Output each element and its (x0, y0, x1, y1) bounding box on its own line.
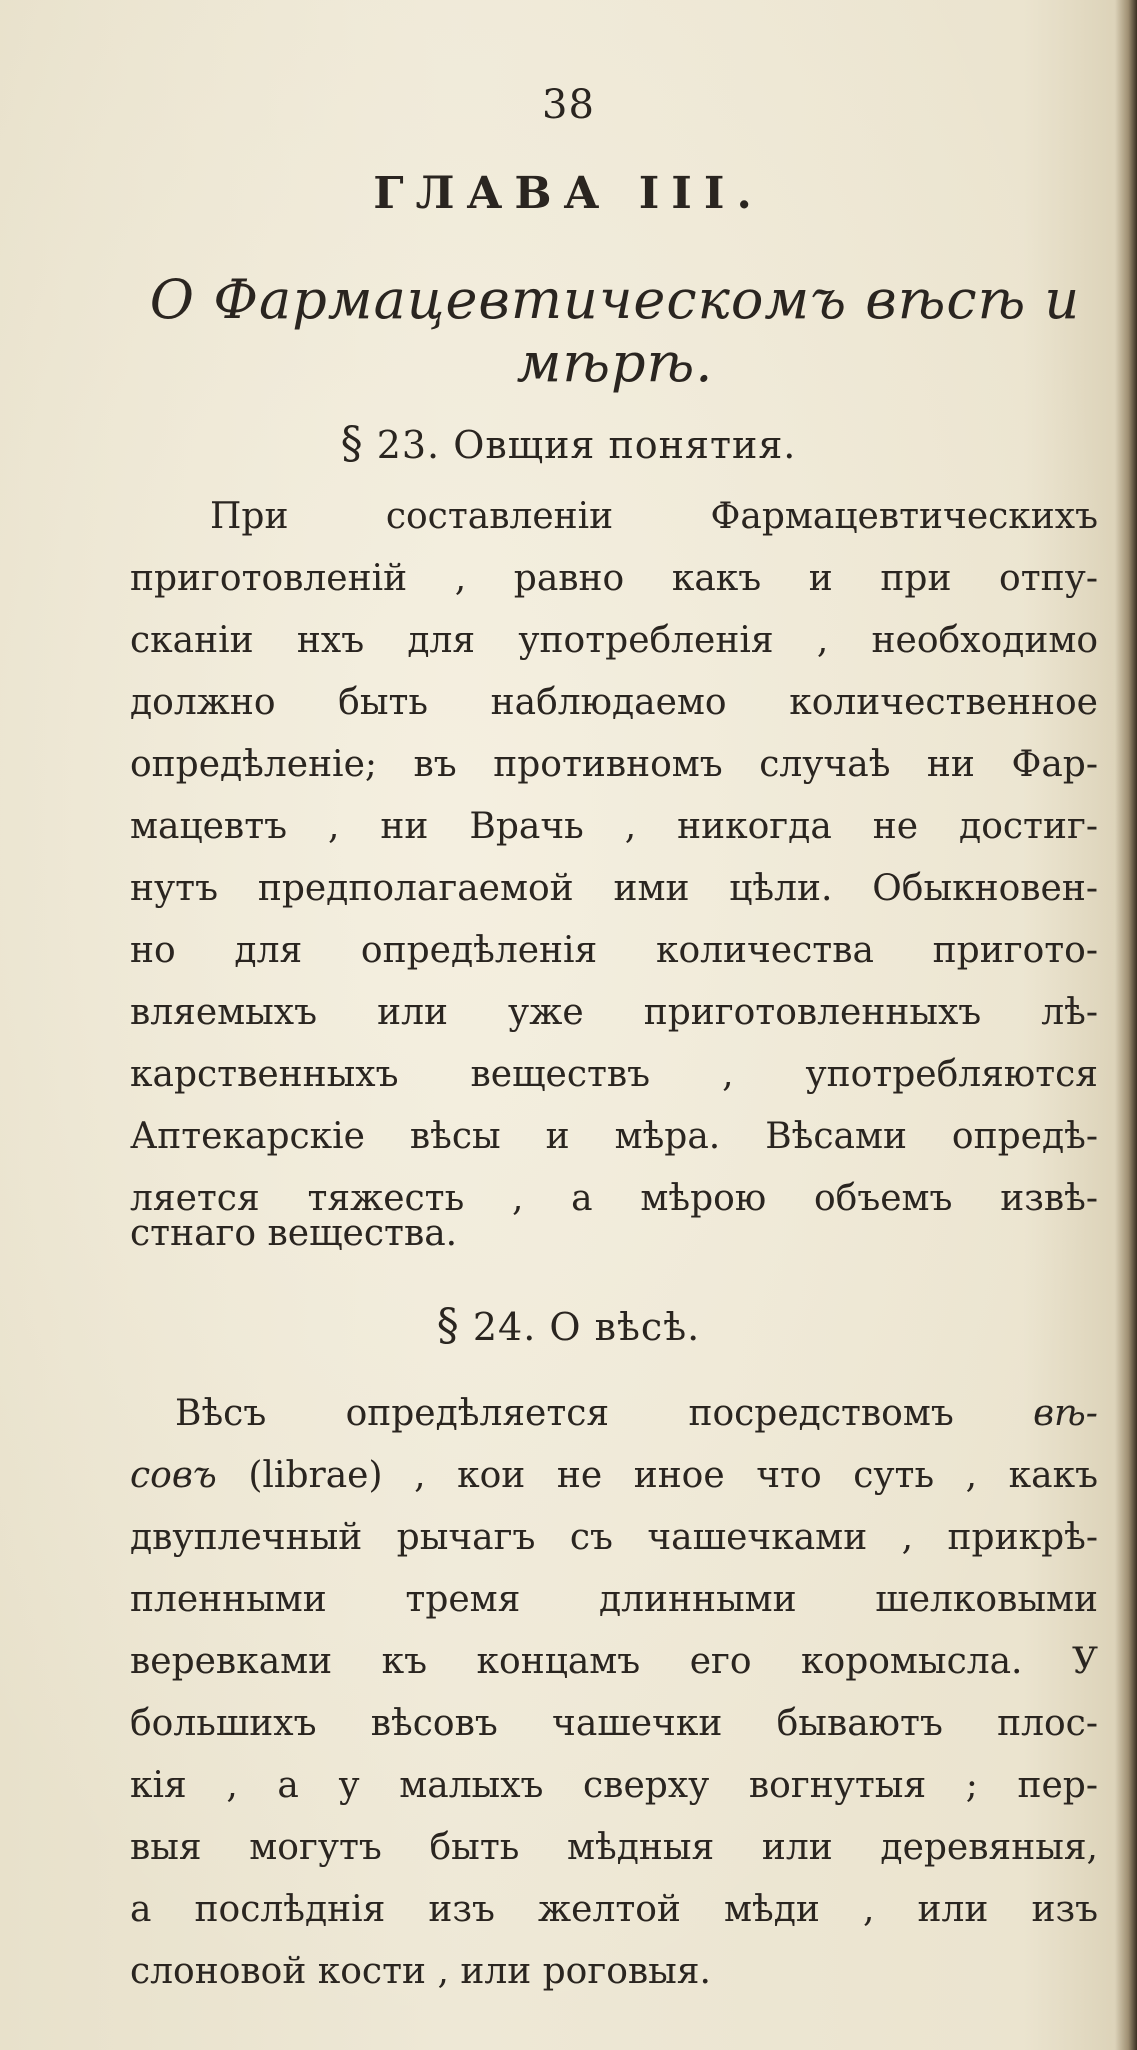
paragraph-line: вляемыхъ или уже приготовленныхъ лѣ- (130, 992, 1098, 1033)
paragraph-line: ляется тяжесть , а мѣрою объемъ извѣ- (130, 1178, 1098, 1219)
italic-term: совъ (130, 1455, 217, 1496)
page-binding-shadow (1115, 0, 1137, 2050)
paragraph-line: стнаго вещества. (130, 1213, 458, 1254)
paragraph-line: приготовленій , равно какъ и при отпу- (130, 558, 1098, 599)
section-heading-text: 23. Овщия понятия. (376, 423, 797, 467)
paragraph-line: выя могутъ быть мѣдныя или деревяныя, (130, 1827, 1098, 1868)
paragraph-line (130, 1454, 1098, 1498)
paragraph-line: должно быть наблюдаемо количественное (130, 682, 1098, 723)
paragraph-line: веревками къ концамъ его коромысла. У (130, 1641, 1098, 1682)
paragraph-line: большихъ вѣсовъ чашечки бываютъ плос- (130, 1703, 1098, 1744)
chapter-subtitle: О Фармацевтическомъ вѣсѣ и мѣрѣ. (149, 268, 1081, 394)
section-heading-23 (0, 418, 1137, 469)
paragraph-line: кія , а у малыхъ сверху вогнутыя ; пер- (130, 1765, 1098, 1806)
paragraph-line: пленными тремя длинными шелковыми (130, 1579, 1098, 1620)
section-symbol: § (436, 1300, 460, 1351)
chapter-title: ГЛАВА III. (373, 168, 764, 219)
paragraph-line: мацевтъ , ни Врачь , никогда не достиг- (130, 806, 1098, 847)
paragraph-line: сканіи нхъ для употребленія , необходимо (130, 620, 1098, 661)
paragraph-line: карственныхъ веществъ , употребляются (130, 1054, 1098, 1095)
section-heading-24 (0, 1300, 1137, 1351)
paragraph-line: двуплечный рычагъ съ чашечками , прикрѣ- (130, 1517, 1098, 1558)
section-heading-text: 24. О вѣсѣ. (472, 1305, 701, 1349)
paragraph-line: слоновой кости , или роговыя. (130, 1951, 711, 1992)
section-symbol: § (340, 418, 364, 469)
paragraph-line (175, 1392, 1098, 1436)
paragraph-line: При составленіи Фармацевтическихъ (210, 496, 1098, 537)
paragraph-line: но для опредѣленія количества пригото- (130, 930, 1098, 971)
paragraph-text: (librae) , кои не иное что суть , какъ (248, 1455, 1098, 1496)
paragraph-line: а послѣднія изъ желтой мѣди , или изъ (130, 1889, 1098, 1930)
paragraph-line: опредѣленіе; въ противномъ случаѣ ни Фар- (130, 744, 1098, 785)
italic-term: вѣ- (1033, 1393, 1098, 1434)
paragraph-text: Вѣсъ опредѣляется посредствомъ (175, 1393, 954, 1434)
paragraph-line: Аптекарскіе вѣсы и мѣра. Вѣсами опредѣ- (130, 1116, 1098, 1157)
page-number: 38 (542, 82, 595, 128)
paragraph-line: нутъ предполагаемой ими цѣли. Обыкновен- (130, 868, 1098, 909)
